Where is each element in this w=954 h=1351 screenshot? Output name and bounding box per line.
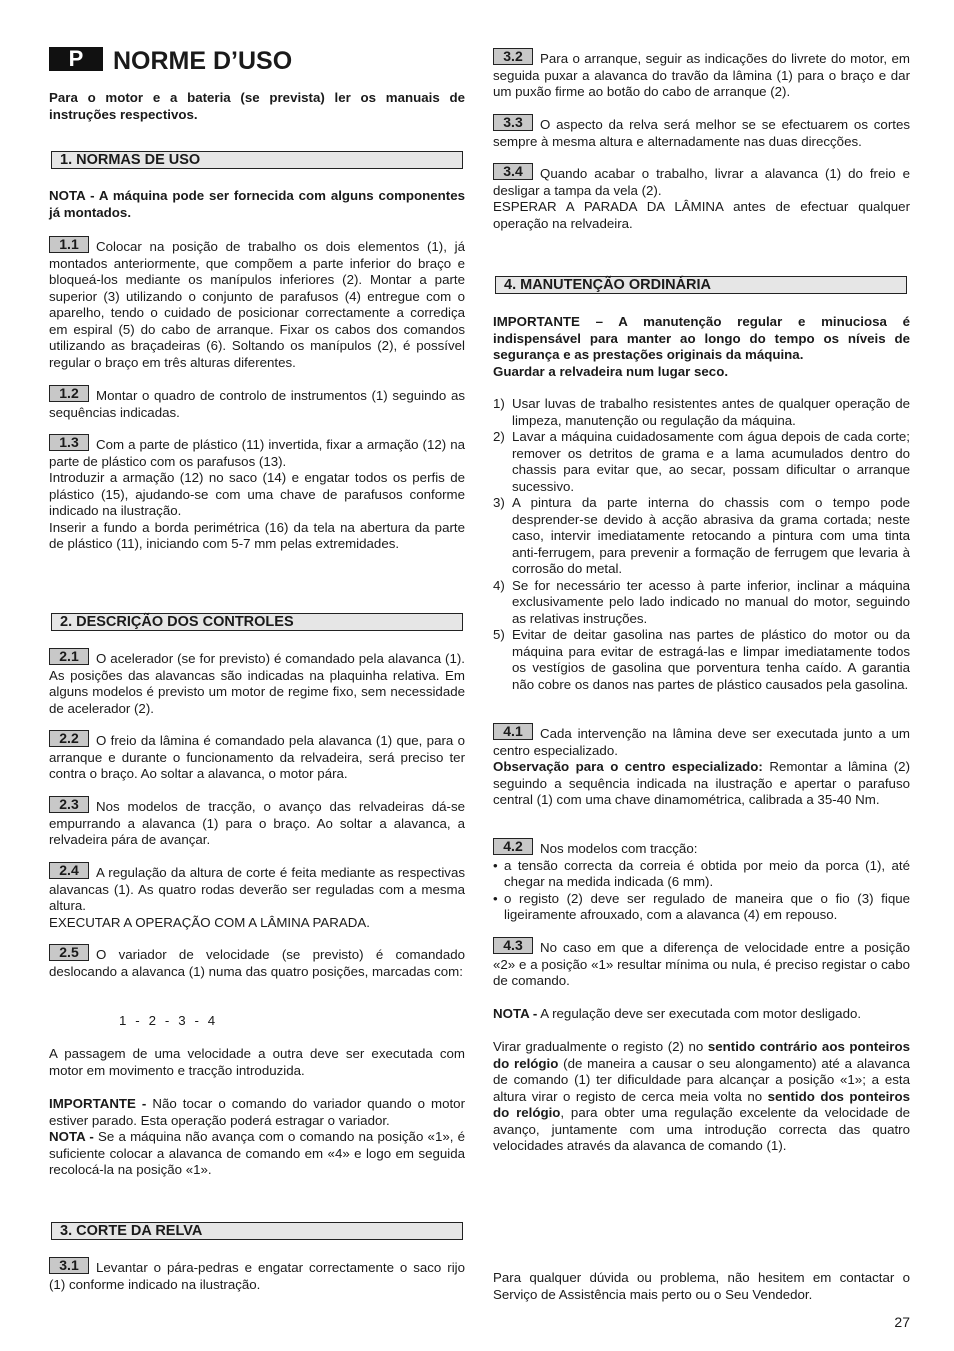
list-item: 2) Lavar a máquina cuidadosamente com água depois de cada corte; remover os detritos de grama e a lama acumulados dentro do chassis para evitar que, ao secar, possam dificultar o arranque sucessivo. (493, 429, 910, 494)
badge-2-4: 2.4 (49, 862, 89, 879)
badge-4-2: 4.2 (493, 838, 533, 855)
maintenance-list (493, 396, 910, 693)
s2-5-text2: A passagem de uma velocidade a outra deve ser executada com motor em movimento e tracção introduzida. (49, 1046, 465, 1078)
item-1-1: 1.1 Colocar na posição de trabalho os dois elementos (1), já montados anteriormente, que compõem a parte inferior do braço e bloqueá-los mediante os manípulos inferiores (2). Montar a parte superior (3) utilizando o conjunto de parafusos (4) entregue com o aparelho, tendo o cuidado de posicionar correctamente a corrediça em espiral (5) do cabo de arranque. Fixar os cabos dos comandos utilizando as braçadeiras (6). Soltando os manípulos (2), é possível regular o braço em três alturas diferentes. (49, 236, 465, 370)
item-2-4: 2.4 A regulação da altura de corte é feita mediante as respectivas alavancas (1). As quatro rodas deverão ser reguladas com a mesma altura. EXECUTAR A OPERAÇÃO COM A LÂMINA PARADA. (49, 862, 465, 930)
badge-3-2: 3.2 (493, 48, 533, 65)
item-3-3: 3.3 O aspecto da relva será melhor se se efectuarem os cortes sempre à mesma altura e alternadamente nas duas direcções. (493, 114, 910, 149)
item-2-3: 2.3 Nos modelos de tracção, o avanço das relvadeiras dá-se empurrando a alavanca (1) para o braço. Ao soltar a alavanca, a relvadeira pára de avançar. (49, 796, 465, 847)
item-4-3: 4.3 No caso em que a diferença de velocidade entre a posição «2» e a posição «1» resultar mínima ou nula, é preciso registar o cabo de comando. (493, 937, 910, 988)
item-1-3: 1.3 Com a parte de plástico (11) invertida, fixar a armação (12) na parte de plástico com os parafusos (13). Introduzir a armação (12) no saco (14) e engatar todos os perfis de plástico (15), ajudando-se com uma chave de parafusos conforme indicado na ilustração. Inserir a fundo a borda perimétrica (16) da tela na abertura da parte de plástico (11), iniciando com 5-7 mm pelas extremidades. (49, 434, 465, 551)
list-item: • o registo (2) deve ser regulado de maneira que o fio (3) fique ligeiramente afrouxado, com a alavanca (4) em repouso. (493, 891, 910, 924)
page-title: NORME D’USO (113, 47, 293, 75)
item-3-1: 3.1 Levantar o pára-pedras e engatar correctamente o saco rijo (1) conforme indicado na ilustração. (49, 1257, 465, 1292)
s4-3-procedure: Virar gradualmente o registo (2) no sentido contrário aos ponteiros do relógio (de maneira a causar o seu alongamento) até a alavanca de comando (1) ter dificuldade para alcançar a posição «1»; a esta altura virar o registo de cerca meia volta no sentido dos ponteiros do relógio, para obter uma regulação excelente da velocidade de avanço, juntamente com uma introdução correcta das quatro velocidades através da alavanca de comando (1). (493, 1039, 911, 1153)
badge-2-2: 2.2 (49, 730, 89, 747)
language-badge: P (49, 47, 103, 71)
item-3-4: 3.4 Quando acabar o trabalho, livrar a alavanca (1) do freio e desligar a tampa da vela (2). ESPERAR A PARADA DA LÂMINA antes de efectuar qualquer operação na relvadeira. (493, 163, 910, 231)
badge-2-1: 2.1 (49, 648, 89, 665)
item-3-2: 3.2 Para o arranque, seguir as indicações do livrete do motor, em seguida puxar a alavanca do travão da lâmina (1) para o braço e dar um puxão firme ao botão do cabo de arranque (2). (493, 48, 910, 99)
s1-note: NOTA - A máquina pode ser fornecida com alguns componentes já montados. (49, 188, 465, 220)
footer-contact: Para qualquer dúvida ou problema, não hesitem em contactar o Serviço de Assistência mais perto ou o Seu Vendedor. (493, 1270, 910, 1302)
s2-5-important: IMPORTANTE - Não tocar o comando do variador quando o motor estiver parado. Esta operação poderá estragar o variador. NOTA - Se a máquina não avança com o comando na posição «1», é suficiente colocar a alavanca de comando em «4» e logo em seguida recolocá-la na posição «1». (49, 1096, 466, 1177)
badge-1-2: 1.2 (49, 385, 89, 402)
speed-positions: 1 - 2 - 3 - 4 (119, 1013, 216, 1028)
list-item: 4) Se for necessário ter acesso à parte inferior, inclinar a máquina exclusivamente pelo lado indicado no manual do motor, seguindo as relativas instruções. (493, 577, 910, 626)
list-item: 3) A pintura da parte interna do chassis com o tempo pode desprender-se devido à acção abrasiva da grama cortada; neste caso, intervir imediatamente retocando a pintura com uma tinta anti-ferrugem, para prevenir a formação de ferrugem que levaria à corrosão do metal. (493, 495, 910, 576)
badge-1-3: 1.3 (49, 434, 89, 451)
item-4-2: 4.2 Nos modelos com tracção: • a tensão correcta da correia é obtida por meio da porca (1), até chegar na medida indicada (6 mm). • o registo (2) deve ser regulado de maneira que o fio (3) fique ligeiramente afrouxado, com a alavanca (4) em repouso. (493, 840, 910, 924)
list-item: 1) Usar luvas de trabalho resistentes antes de qualquer operação de limpeza, manutenção ou regulação da máquina. (493, 396, 910, 428)
s4-important: IMPORTANTE – A manutenção regular e minuciosa é indispensável para manter ao longo do tempo os níveis de segurança e as prestações originais da máquina. Guardar a relvadeira num lugar seco. (493, 314, 910, 379)
badge-3-3: 3.3 (493, 114, 533, 131)
list-item: 5) Evitar de deitar gasolina nas partes de plástico do motor ou da máquina para evitar de estragá-las e limpar imediatamente todos os vestígios de gasolina que porventura tenha caído. A garantia não cobre os danos nas partes de plástico causados pela gasolina. (493, 627, 910, 692)
badge-2-3: 2.3 (49, 796, 89, 813)
section-heading-3: 3. CORTE DA RELVA (51, 1222, 463, 1240)
section-heading-4: 4. MANUTENÇÃO ORDINÁRIA (495, 276, 907, 294)
badge-2-5: 2.5 (49, 944, 89, 961)
badge-3-4: 3.4 (493, 163, 533, 180)
item-2-1: 2.1 O acelerador (se for previsto) é comandado pela alavanca (1). As posições das alavancas são indicadas na plaquinha relativa. Em alguns modelos é previsto um motor de regime fixo, sem necessidade de acelerador (2). (49, 648, 465, 716)
section-heading-1: 1. NORMAS DE USO (51, 151, 463, 169)
badge-3-1: 3.1 (49, 1257, 89, 1274)
list-item: • a tensão correcta da correia é obtida por meio da porca (1), até chegar na medida indicada (6 mm). (493, 858, 910, 891)
s4-3-note: NOTA - A regulação deve ser executada com motor desligado. (493, 1006, 862, 1021)
badge-4-1: 4.1 (493, 723, 533, 740)
badge-4-3: 4.3 (493, 937, 533, 954)
section-heading-2: 2. DESCRIÇÃO DOS CONTROLES (51, 613, 463, 631)
page-number: 27 (894, 1314, 910, 1330)
badge-1-1: 1.1 (49, 236, 89, 253)
item-2-2: 2.2 O freio da lâmina é comandado pela alavanca (1) que, para o arranque e durante o funcionamento da relvadeira, será preciso ter contra o braço. Ao soltar a alavanca, o motor pára. (49, 730, 465, 781)
item-1-2: 1.2 Montar o quadro de controlo de instrumentos (1) seguindo as sequências indicadas. (49, 385, 465, 420)
item-4-1: 4.1 Cada intervenção na lâmina deve ser executada junto a um centro especializado. Observação para o centro especializado: Remontar a lâmina (2) seguindo a sequência indicada na ilustração e apertar o parafuso central (1) com uma chave dinamométrica, calibrada a 35-40 Nm. (493, 723, 910, 807)
item-2-5: 2.5 O variador de velocidade (se previsto) é comandado deslocando a alavanca (1) numa das quatro posições, marcadas com: (49, 944, 465, 979)
intro-text: Para o motor e a bateria (se prevista) ler os manuais de instruções respectivos. (49, 90, 465, 122)
